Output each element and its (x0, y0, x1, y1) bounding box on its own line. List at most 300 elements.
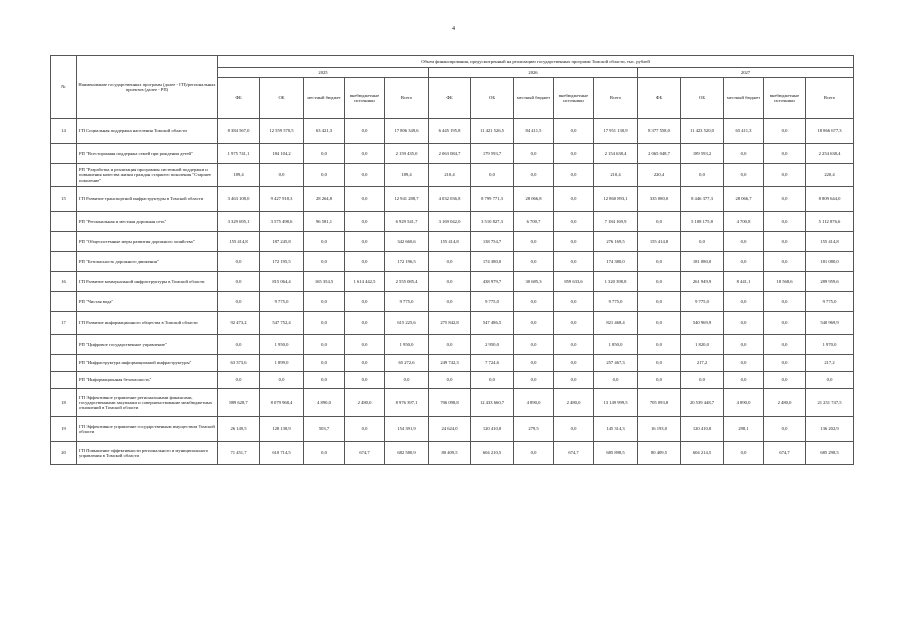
row-value-cell: 0,0 (345, 232, 385, 252)
row-value-cell: 0,0 (764, 417, 806, 442)
row-value-cell: 705 093,8 (638, 389, 681, 417)
row-value-cell: 289 959,6 (806, 272, 854, 292)
row-value-cell: 0,0 (724, 372, 764, 389)
row-value-cell: 0,0 (724, 292, 764, 312)
row-value-cell: 0,0 (724, 355, 764, 372)
row-value-cell: 1 614 442,5 (345, 272, 385, 292)
row-value-cell: 0,0 (764, 212, 806, 232)
row-value-cell: 2 063 084,7 (429, 144, 471, 164)
row-value-cell: 189 593,2 (681, 144, 724, 164)
row-value-cell: 0,0 (304, 335, 345, 355)
row-value-cell: 547 486,5 (471, 312, 514, 335)
row-value-cell: 674,7 (554, 442, 594, 465)
row-value-cell: 0,0 (554, 119, 594, 144)
header-year-2027: 2027 (638, 68, 854, 78)
row-value-cell: 1 970,0 (806, 335, 854, 355)
row-value-cell: 120 410,8 (681, 417, 724, 442)
row-value-cell: 120 410,8 (471, 417, 514, 442)
row-value-cell: 8 446 377,3 (681, 187, 724, 212)
row-value-cell: 0,0 (554, 335, 594, 355)
header-source-2025-3: местный бюджет (304, 78, 345, 119)
row-value-cell: 0,0 (554, 164, 594, 187)
row-program-name: ГП Повышение эффективности регионального и муниципального управления в Томской области (77, 442, 218, 465)
row-value-cell: 547 752,4 (260, 312, 304, 335)
row-value-cell: 0,0 (345, 372, 385, 389)
header-year-2026: 2026 (429, 68, 638, 78)
row-program-name: ГП Эффективное управление региональными финансами, государственными закупками и совершенствование межбюджетных отношений в Томской области (77, 389, 218, 417)
row-value-cell: 0,0 (304, 164, 345, 187)
row-value-cell: 0,0 (554, 144, 594, 164)
row-value-cell: 275 842,8 (429, 312, 471, 335)
row-program-name: РП "Информационная безопасность" (77, 372, 218, 389)
row-value-cell: 128 138,9 (260, 417, 304, 442)
row-value-cell: 0,0 (345, 144, 385, 164)
row-value-cell: 21 251 747,5 (806, 389, 854, 417)
row-value-cell: 0,0 (554, 372, 594, 389)
row-value-cell: 0,0 (345, 119, 385, 144)
row-value-cell: 0,0 (764, 335, 806, 355)
row-value-cell: 65 272,6 (385, 355, 429, 372)
row-value-cell: 0,0 (638, 272, 681, 292)
table-row (51, 292, 854, 312)
row-value-cell: 2 159 435,0 (385, 144, 429, 164)
row-value-cell: 0,0 (514, 355, 554, 372)
row-value-cell: 674,7 (345, 442, 385, 465)
row-value-cell: 63 421,3 (304, 119, 345, 144)
row-value-cell: 13 149 999,5 (594, 389, 638, 417)
row-value-cell: 0,0 (764, 355, 806, 372)
row-value-cell: 610 714,5 (260, 442, 304, 465)
row-value-cell: 0,0 (304, 232, 345, 252)
row-value-cell: 1 950,0 (385, 335, 429, 355)
row-value-cell: 96 581,1 (304, 212, 345, 232)
table-row (51, 144, 854, 164)
row-value-cell: 859 633,6 (554, 272, 594, 292)
header-source-2025-4: внебюджетные источники (345, 78, 385, 119)
row-value-cell: 0,0 (429, 335, 471, 355)
row-value-cell: 9 775,0 (594, 292, 638, 312)
row-value-cell: 682 580,9 (385, 442, 429, 465)
row-value-cell: 155 414,8 (806, 232, 854, 252)
row-value-cell: 17 951 130,9 (594, 119, 638, 144)
header-source-2027-4: внебюджетные источники (764, 78, 806, 119)
row-value-cell: 0,0 (218, 292, 260, 312)
row-value-cell: 0,0 (638, 372, 681, 389)
row-value-cell: 2 480,0 (345, 389, 385, 417)
row-number (51, 232, 77, 252)
row-number: 17 (51, 312, 77, 335)
row-value-cell: 0,0 (304, 312, 345, 335)
row-value-cell: 0,0 (514, 312, 554, 335)
row-value-cell: 6 445 195,8 (429, 119, 471, 144)
row-value-cell: 2 480,0 (554, 389, 594, 417)
row-value-cell: 0,0 (681, 232, 724, 252)
row-value-cell: 3 329 695,1 (218, 212, 260, 232)
row-value-cell: 184 104,2 (260, 144, 304, 164)
row-value-cell: 17 806 349,6 (385, 119, 429, 144)
row-program-name: РП "Безопасность дорожного движения" (77, 252, 218, 272)
row-value-cell: 5 108 175,8 (681, 212, 724, 232)
row-value-cell: 18 866 677,3 (806, 119, 854, 144)
row-value-cell: 9 775,0 (471, 292, 514, 312)
row-number: 16 (51, 272, 77, 292)
row-value-cell: 0,0 (514, 252, 554, 272)
table-row (51, 417, 854, 442)
header-program-name: Наименование государственных программ (далее - ГП)/региональных проектов (далее - РП) (77, 56, 218, 119)
row-value-cell: 0,0 (514, 442, 554, 465)
row-value-cell: 1 950,0 (260, 335, 304, 355)
row-value-cell: 815 064,4 (260, 272, 304, 292)
row-value-cell: 0,0 (218, 252, 260, 272)
row-value-cell: 65 411,3 (724, 119, 764, 144)
table-row (51, 232, 854, 252)
row-value-cell: 0,0 (304, 442, 345, 465)
row-value-cell: 0,0 (345, 312, 385, 335)
row-value-cell: 0,0 (724, 442, 764, 465)
row-value-cell: 4 890,0 (304, 389, 345, 417)
row-value-cell: 2 480,0 (764, 389, 806, 417)
row-value-cell: 2 154 638,4 (594, 144, 638, 164)
row-program-name: ГП Эффективное управление государственным имуществом Томской области (77, 417, 218, 442)
row-value-cell: 189,4 (385, 164, 429, 187)
row-value-cell: 20 539 448,7 (681, 389, 724, 417)
row-value-cell: 154 391,9 (385, 417, 429, 442)
table-row (51, 119, 854, 144)
row-value-cell: 821 468,4 (594, 312, 638, 335)
row-value-cell: 0,0 (554, 292, 594, 312)
row-value-cell: 0,0 (554, 212, 594, 232)
row-value-cell: 0,0 (554, 312, 594, 335)
row-value-cell: 0,0 (304, 144, 345, 164)
row-value-cell: 0,0 (429, 252, 471, 272)
row-number (51, 252, 77, 272)
table-row (51, 187, 854, 212)
row-value-cell: 172 196,5 (385, 252, 429, 272)
row-program-name: ГП Развитие транспортной инфраструктуры в Томской области (77, 187, 218, 212)
row-value-cell: 0,0 (806, 372, 854, 389)
row-value-cell: 0,0 (764, 312, 806, 335)
row-program-name: РП "Инфраструктура информационной инфраструктуры" (77, 355, 218, 372)
row-value-cell: 0,0 (218, 272, 260, 292)
row-value-cell: 0,0 (304, 355, 345, 372)
row-value-cell: 181 080,0 (806, 252, 854, 272)
row-value-cell: 92 473,2 (218, 312, 260, 335)
table-row (51, 389, 854, 417)
row-value-cell: 261 949,9 (681, 272, 724, 292)
row-value-cell: 11 421 526,5 (471, 119, 514, 144)
row-number: 15 (51, 187, 77, 212)
row-value-cell: 187 245,8 (260, 232, 304, 252)
row-value-cell: 540 969,9 (806, 312, 854, 335)
row-value-cell: 7 724,6 (471, 355, 514, 372)
table-row (51, 164, 854, 187)
row-value-cell: 210,4 (429, 164, 471, 187)
row-value-cell: 1 320 398,8 (594, 272, 638, 292)
row-value-cell: 0,0 (638, 292, 681, 312)
row-value-cell: 0,0 (304, 252, 345, 272)
row-value-cell: 12 433 660,7 (471, 389, 514, 417)
row-value-cell: 8 809 644,0 (806, 187, 854, 212)
row-value-cell: 155 414,8 (218, 232, 260, 252)
row-number: 20 (51, 442, 77, 465)
row-value-cell: 685 298,5 (806, 442, 854, 465)
row-program-name: ГП Развитие информационного общества в Томской области (77, 312, 218, 335)
row-value-cell: 342 660,6 (385, 232, 429, 252)
page-number-mark: 4 (452, 26, 455, 32)
row-value-cell: 279,5 (514, 417, 554, 442)
header-source-2026-1: ФБ (429, 78, 471, 119)
row-program-name: РП "Чистая вода" (77, 292, 218, 312)
row-value-cell: 28 264,8 (304, 187, 345, 212)
row-number (51, 292, 77, 312)
row-value-cell: 138 754,7 (471, 232, 514, 252)
row-value-cell: 12 559 570,5 (260, 119, 304, 144)
row-value-cell: 12 941 288,7 (385, 187, 429, 212)
row-value-cell: 0,0 (764, 164, 806, 187)
row-number (51, 355, 77, 372)
row-value-cell: 8 799 771,3 (471, 187, 514, 212)
row-value-cell: 0,0 (345, 164, 385, 187)
row-value-cell: 9 775,0 (385, 292, 429, 312)
row-value-cell: 0,0 (429, 272, 471, 292)
row-value-cell: 9 775,0 (806, 292, 854, 312)
row-value-cell: 4 032 036,8 (429, 187, 471, 212)
row-value-cell: 0,0 (554, 417, 594, 442)
row-value-cell: 2 254 638,4 (806, 144, 854, 164)
row-value-cell: 8 079 968,4 (260, 389, 304, 417)
row-value-cell: 80 409,5 (638, 442, 681, 465)
row-value-cell: 0,0 (345, 292, 385, 312)
row-value-cell: 0,0 (764, 252, 806, 272)
row-program-name: РП "Общесистемные меры развития дорожного хозяйства" (77, 232, 218, 252)
row-value-cell: 80 409,5 (429, 442, 471, 465)
row-value-cell: 28 066,7 (724, 187, 764, 212)
row-value-cell: 11 423 520,0 (681, 119, 724, 144)
row-value-cell: 0,0 (218, 335, 260, 355)
row-value-cell: 0,0 (681, 372, 724, 389)
row-value-cell: 220,4 (806, 164, 854, 187)
row-number (51, 335, 77, 355)
row-value-cell: 0,0 (304, 292, 345, 312)
row-value-cell: 0,0 (429, 292, 471, 312)
table-body (51, 119, 854, 465)
row-value-cell: 174 380,0 (594, 252, 638, 272)
row-value-cell: 0,0 (638, 252, 681, 272)
row-value-cell: 0,0 (345, 355, 385, 372)
row-value-cell: 30 685,3 (514, 272, 554, 292)
row-value-cell: 0,0 (218, 372, 260, 389)
row-value-cell: 0,0 (724, 335, 764, 355)
table-row (51, 372, 854, 389)
row-value-cell: 0,0 (345, 187, 385, 212)
header-source-2025-5: Всего (385, 78, 429, 119)
row-value-cell: 210,4 (594, 164, 638, 187)
row-value-cell: 172 195,5 (260, 252, 304, 272)
row-value-cell: 706 098,8 (429, 389, 471, 417)
row-value-cell: 0,0 (260, 164, 304, 187)
row-number: 18 (51, 389, 77, 417)
header-number: № (51, 56, 77, 119)
row-value-cell: 18 568,6 (764, 272, 806, 292)
row-value-cell: 217,2 (806, 355, 854, 372)
row-value-cell: 0,0 (514, 292, 554, 312)
row-value-cell: 4 890,0 (724, 389, 764, 417)
row-value-cell: 0,0 (764, 232, 806, 252)
row-value-cell: 0,0 (681, 164, 724, 187)
row-value-cell: 249 742,3 (429, 355, 471, 372)
row-value-cell: 503,7 (304, 417, 345, 442)
row-value-cell: 0,0 (724, 252, 764, 272)
row-value-cell: 26 149,5 (218, 417, 260, 442)
row-value-cell: 7 184 169,9 (594, 212, 638, 232)
row-value-cell: 5 112 876,6 (806, 212, 854, 232)
header-source-2026-3: местный бюджет (514, 78, 554, 119)
row-value-cell: 0,0 (724, 164, 764, 187)
row-value-cell: 674,7 (764, 442, 806, 465)
header-year-2025: 2025 (218, 68, 429, 78)
row-value-cell: 189,4 (218, 164, 260, 187)
row-value-cell: 12 860 893,1 (594, 187, 638, 212)
row-value-cell: 71 451,7 (218, 442, 260, 465)
row-value-cell: 3 575 498,6 (260, 212, 304, 232)
row-value-cell: 63 373,6 (218, 355, 260, 372)
row-value-cell: 8 976 397,1 (385, 389, 429, 417)
row-number (51, 372, 77, 389)
row-number: 14 (51, 119, 77, 144)
header-source-2026-5: Всего (594, 78, 638, 119)
row-value-cell: 0,0 (514, 335, 554, 355)
row-value-cell: 155 414,8 (638, 232, 681, 252)
row-value-cell: 84 411,5 (514, 119, 554, 144)
row-value-cell: 0,0 (638, 212, 681, 232)
row-value-cell: 438 979,7 (471, 272, 514, 292)
row-value-cell: 1 975 741,1 (218, 144, 260, 164)
row-number (51, 212, 77, 232)
table-row (51, 272, 854, 292)
row-value-cell: 220,4 (638, 164, 681, 187)
row-value-cell: 174 380,0 (471, 252, 514, 272)
row-value-cell: 3 463 108,0 (218, 187, 260, 212)
row-number: 19 (51, 417, 77, 442)
row-number (51, 144, 77, 164)
row-value-cell: 16 193,0 (638, 417, 681, 442)
row-value-cell: 8 377 558,0 (638, 119, 681, 144)
row-program-name: РП "Всесторонняя поддержка семей при рождении детей" (77, 144, 218, 164)
table-row (51, 212, 854, 232)
row-value-cell: 2 950,0 (471, 335, 514, 355)
row-number (51, 164, 77, 187)
row-value-cell: 257 467,3 (594, 355, 638, 372)
row-value-cell: 685 898,5 (594, 442, 638, 465)
header-source-2026-2: ОБ (471, 78, 514, 119)
row-value-cell: 0,0 (554, 187, 594, 212)
header-source-2027-1: ФБ (638, 78, 681, 119)
row-value-cell: 0,0 (638, 355, 681, 372)
row-value-cell: 4 700,8 (724, 212, 764, 232)
row-value-cell: 335 080,0 (638, 187, 681, 212)
row-value-cell: 0,0 (514, 144, 554, 164)
row-value-cell: 604 214,5 (681, 442, 724, 465)
row-value-cell: 0,0 (764, 144, 806, 164)
row-value-cell: 0,0 (764, 119, 806, 144)
table-row (51, 252, 854, 272)
row-value-cell: 0,0 (345, 212, 385, 232)
row-value-cell: 9 775,0 (681, 292, 724, 312)
header-source-2025-2: ОБ (260, 78, 304, 119)
row-value-cell: 181 080,0 (681, 252, 724, 272)
row-value-cell: 0,0 (304, 372, 345, 389)
row-value-cell: 6 929 541,7 (385, 212, 429, 232)
header-source-2026-4: внебюджетные источники (554, 78, 594, 119)
header-source-2027-3: местный бюджет (724, 78, 764, 119)
row-value-cell: 0,0 (260, 372, 304, 389)
row-program-name: ГП Социальная поддержка населения Томской области (77, 119, 218, 144)
header-source-2027-2: ОБ (681, 78, 724, 119)
row-value-cell: 0,0 (514, 164, 554, 187)
row-value-cell: 24 624,0 (429, 417, 471, 442)
row-value-cell: 0,0 (345, 335, 385, 355)
row-value-cell: 9 775,0 (260, 292, 304, 312)
table-row (51, 355, 854, 372)
row-value-cell: 298,1 (724, 417, 764, 442)
row-program-name: РП "Разработка и реализация программы системной поддержки и повышения качества жизни граждан старшего поколения "Старшее поколение" (77, 164, 218, 187)
row-value-cell: 0,0 (724, 312, 764, 335)
row-value-cell: 1 820,0 (681, 335, 724, 355)
row-value-cell: 0,0 (724, 144, 764, 164)
row-value-cell: 2 065 048,7 (638, 144, 681, 164)
row-value-cell: 8 384 567,0 (218, 119, 260, 144)
table-row (51, 442, 854, 465)
row-value-cell: 8 441,1 (724, 272, 764, 292)
row-value-cell: 889 628,7 (218, 389, 260, 417)
row-value-cell: 3 510 827,3 (471, 212, 514, 232)
table-row (51, 312, 854, 335)
row-value-cell: 0,0 (514, 372, 554, 389)
row-value-cell: 4 890,0 (514, 389, 554, 417)
row-program-name: РП "Цифровое государственное управление" (77, 335, 218, 355)
header-source-2025-1: ФБ (218, 78, 260, 119)
row-value-cell: 0,0 (429, 372, 471, 389)
row-value-cell: 1 899,0 (260, 355, 304, 372)
row-value-cell: 165 354,5 (304, 272, 345, 292)
table-row (51, 335, 854, 355)
row-value-cell: 0,0 (385, 372, 429, 389)
row-value-cell: 6 700,7 (514, 212, 554, 232)
row-value-cell: 136 202,9 (806, 417, 854, 442)
row-value-cell: 0,0 (764, 292, 806, 312)
row-value-cell: 9 427 918,3 (260, 187, 304, 212)
row-value-cell: 0,0 (345, 417, 385, 442)
funding-table (50, 55, 854, 465)
row-value-cell: 0,0 (554, 355, 594, 372)
row-value-cell: 0,0 (638, 312, 681, 335)
row-value-cell: 0,0 (554, 232, 594, 252)
row-program-name: РП "Региональная и местная дорожная сеть" (77, 212, 218, 232)
row-value-cell: 0,0 (638, 335, 681, 355)
row-value-cell: 0,0 (514, 232, 554, 252)
row-value-cell: 3 169 042,0 (429, 212, 471, 232)
row-value-cell: 179 593,7 (471, 144, 514, 164)
row-value-cell: 145 314,3 (594, 417, 638, 442)
row-value-cell: 276 169,5 (594, 232, 638, 252)
row-value-cell: 604 210,5 (471, 442, 514, 465)
row-value-cell: 0,0 (471, 372, 514, 389)
row-value-cell: 0,0 (471, 164, 514, 187)
row-value-cell: 540 969,9 (681, 312, 724, 335)
row-value-cell: 0,0 (764, 372, 806, 389)
row-value-cell: 0,0 (345, 252, 385, 272)
row-value-cell: 155 414,8 (429, 232, 471, 252)
